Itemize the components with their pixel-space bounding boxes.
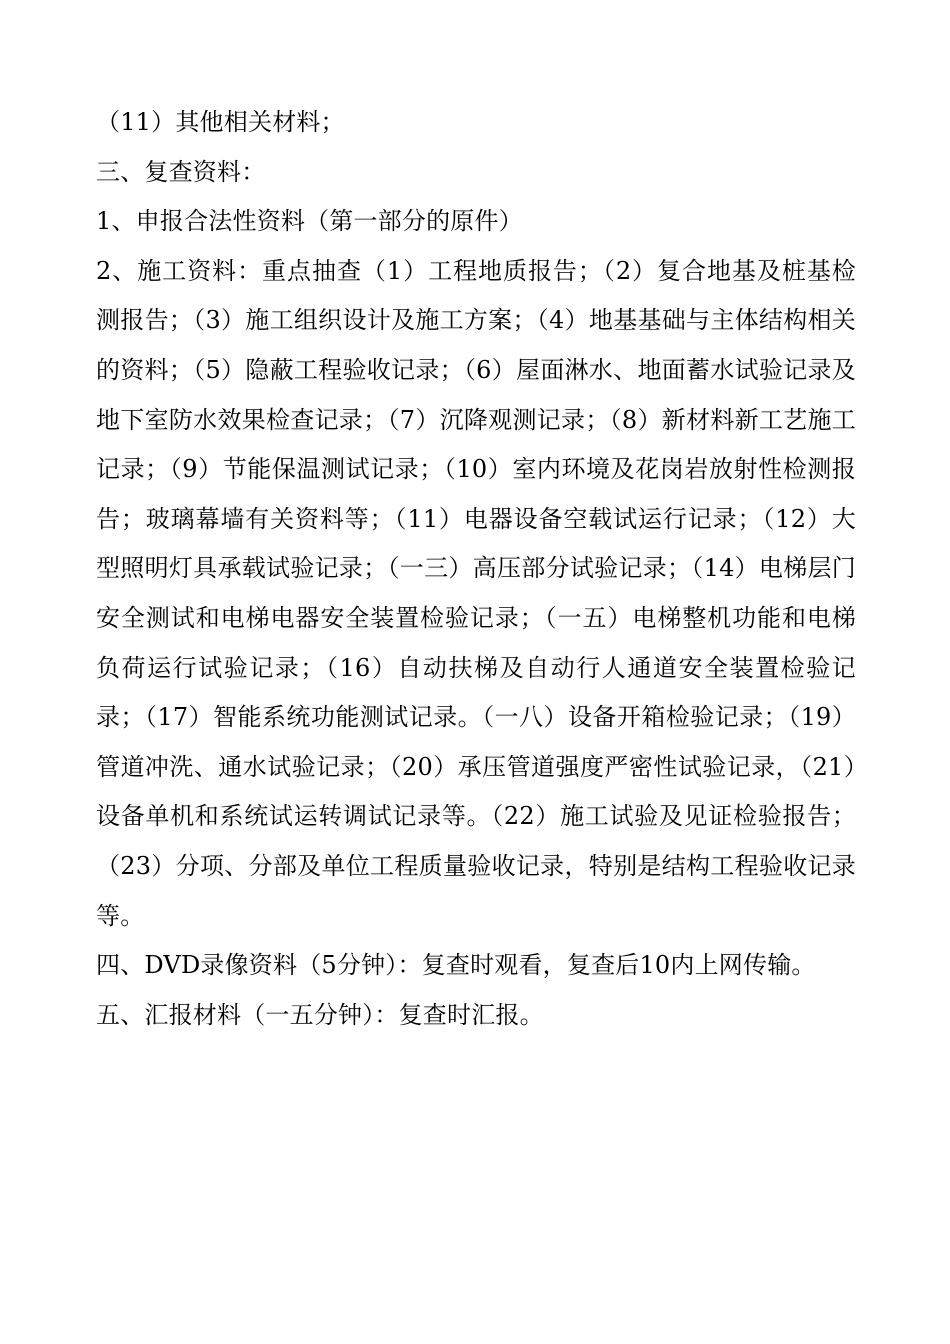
heading-review-materials: 三、复查资料： bbox=[96, 157, 266, 186]
paragraph-report-materials: 五、汇报材料（一五分钟）：复查时汇报。 bbox=[96, 1000, 544, 1029]
paragraph-legal-materials: 1、申报合法性资料（第一部分的原件） bbox=[96, 207, 523, 236]
paragraph-dvd-materials: 四、DVD录像资料（5分钟）：复查时观看，复查后10内上网传输。 bbox=[96, 951, 816, 980]
document-page bbox=[96, 98, 856, 1040]
paragraph-construction-materials: 2、施工资料：重点抽查（1）工程地质报告；（2）复合地基及桩基检测报告；（3）施工组织设计及施工方案；（4）地基基础与主体结构相关的资料；（5）隐蔽工程验收记录；（6）屋面淋水、地面蓄水试验记录及地下室防水效果检查记录；（7）沉降观测记录；（8）新材料新工艺施工记录；（9）节能保温测试记录；（10）室内环境及花岗岩放射性检测报告；玻璃幕墙有关资料等；（11）电器设备空载试运行记录；（12）大型照明灯具承载试验记录；（一三）高压部分试验记录；（14）电梯层门安全测试和电梯电器安全装置检验记录；（一五）电梯整机功能和电梯负荷运行试验记录；（16）自动扶梯及自动行人通道安全装置检验记录；（17）智能系统功能测试记录。（一八）设备开箱检验记录；（19）管道冲洗、通水试验记录；（20）承压管道强度严密性试验记录，（21）设备单机和系统试运转调试记录等。（22）施工试验及见证检验报告；（23）分项、分部及单位工程质量验收记录，特别是结构工程验收记录等。 bbox=[96, 256, 856, 930]
paragraph-other-materials: （11）其他相关材料； bbox=[96, 108, 345, 136]
